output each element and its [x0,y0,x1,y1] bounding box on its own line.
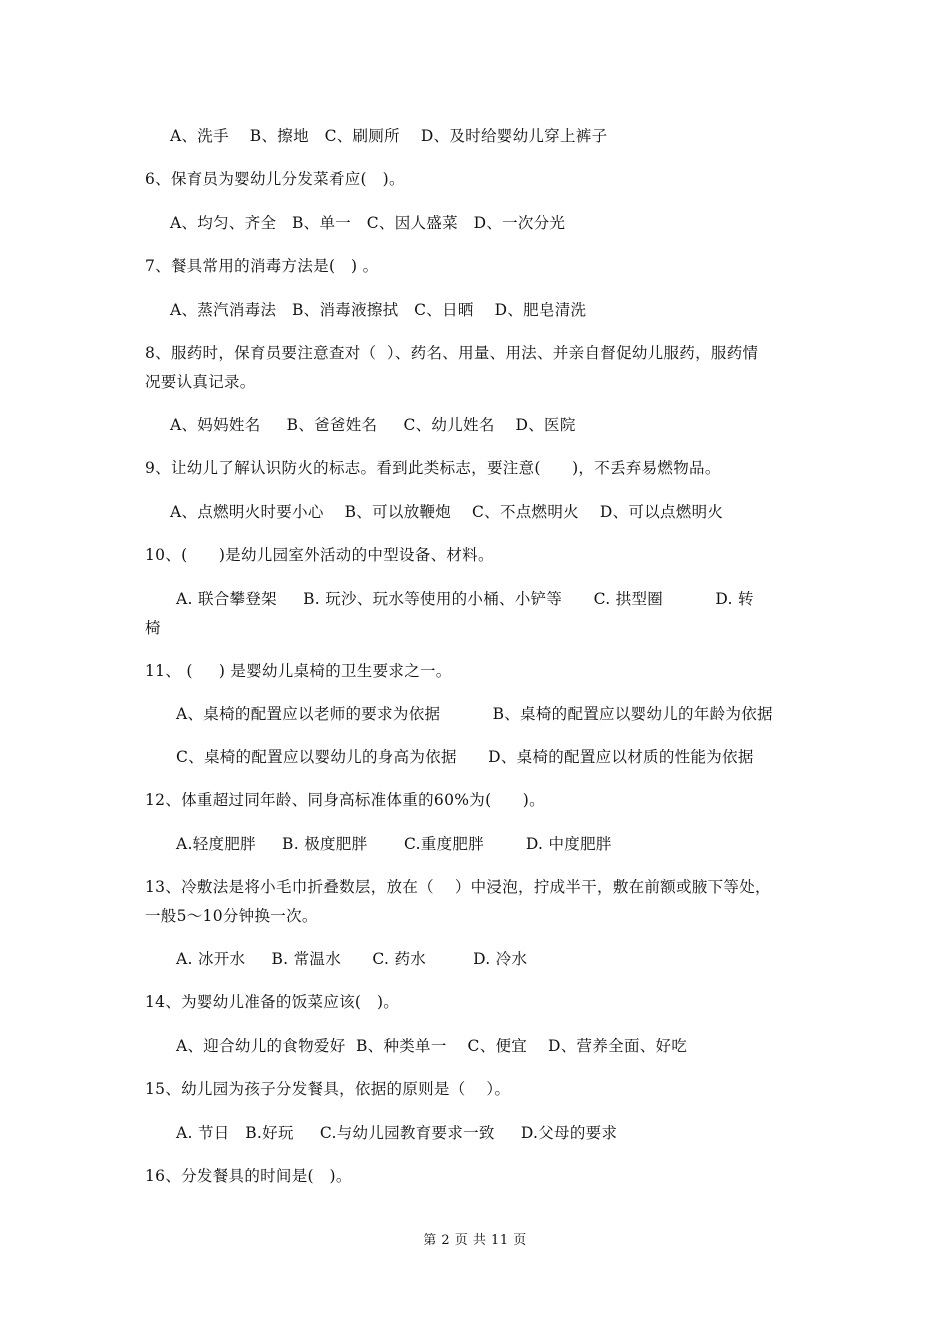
question-5-options: A、洗手 B、擦地 C、刷厕所 D、及时给婴幼儿穿上裤子 [170,127,608,145]
question-12-options: A.轻度肥胖 B. 极度肥胖 C.重度肥胖 D. 中度肥胖 [176,835,612,853]
question-10: 10、( )是幼儿园室外活动的中型设备、材料。 [145,546,494,564]
question-14: 14、为婴幼儿准备的饭菜应该( )。 [145,993,400,1011]
question-11: 11、 ( ) 是婴幼儿桌椅的卫生要求之一。 [145,662,452,680]
question-13-options: A. 冰开水 B. 常温水 C. 药水 D. 冷水 [176,950,528,968]
question-14-options: A、迎合幼儿的食物爱好 B、种类单一 C、便宜 D、营养全面、好吃 [176,1037,688,1055]
question-13-line-2: 一般5～10分钟换一次。 [145,907,318,925]
question-6: 6、保育员为婴幼儿分发菜肴应( )。 [145,170,405,188]
question-8-line-1: 8、服药时，保育员要注意查对（ ）、药名、用量、用法、并亲自督促幼儿服药，服药情 [145,344,759,362]
question-6-options: A、均匀、齐全 B、单一 C、因人盛菜 D、一次分光 [170,214,566,232]
question-15: 15、幼儿园为孩子分发餐具，依据的原则是（ ）。 [145,1080,511,1098]
question-11-options-line-2: C、桌椅的配置应以婴幼儿的身高为依据 D、桌椅的配置应以材质的性能为依据 [176,748,754,766]
question-7-options: A、蒸汽消毒法 B、消毒液擦拭 C、日晒 D、肥皂清洗 [170,301,587,319]
question-15-options: A. 节日 B.好玩 C.与幼儿园教育要求一致 D.父母的要求 [176,1124,618,1142]
page-number-footer: 第 2 页 共 11 页 [423,1233,527,1248]
question-10-options-line-1: A. 联合攀登架 B. 玩沙、玩水等使用的小桶、小铲等 C. 拱型圈 D. 转 [176,590,754,608]
question-8-options: A、妈妈姓名 B、爸爸姓名 C、幼儿姓名 D、医院 [170,416,576,434]
question-7: 7、餐具常用的消毒方法是( ) 。 [145,257,379,275]
question-9-options: A、点燃明火时要小心 B、可以放鞭炮 C、不点燃明火 D、可以点燃明火 [170,503,724,521]
question-11-options-line-1: A、桌椅的配置应以老师的要求为依据 B、桌椅的配置应以婴幼儿的年龄为依据 [176,705,773,723]
question-13-line-1: 13、冷敷法是将小毛巾折叠数层，放在（ ）中浸泡，拧成半干，敷在前额或腋下等处， [145,878,771,896]
question-16: 16、分发餐具的时间是( )。 [145,1167,352,1185]
question-9: 9、让幼儿了解认识防火的标志。看到此类标志，要注意( )，不丢弃易燃物品。 [145,459,721,477]
question-10-options-line-2: 椅 [145,619,161,637]
question-12: 12、体重超过同年龄、同身高标准体重的60%为( )。 [145,791,545,809]
question-8-line-2: 况要认真记录。 [145,373,256,391]
